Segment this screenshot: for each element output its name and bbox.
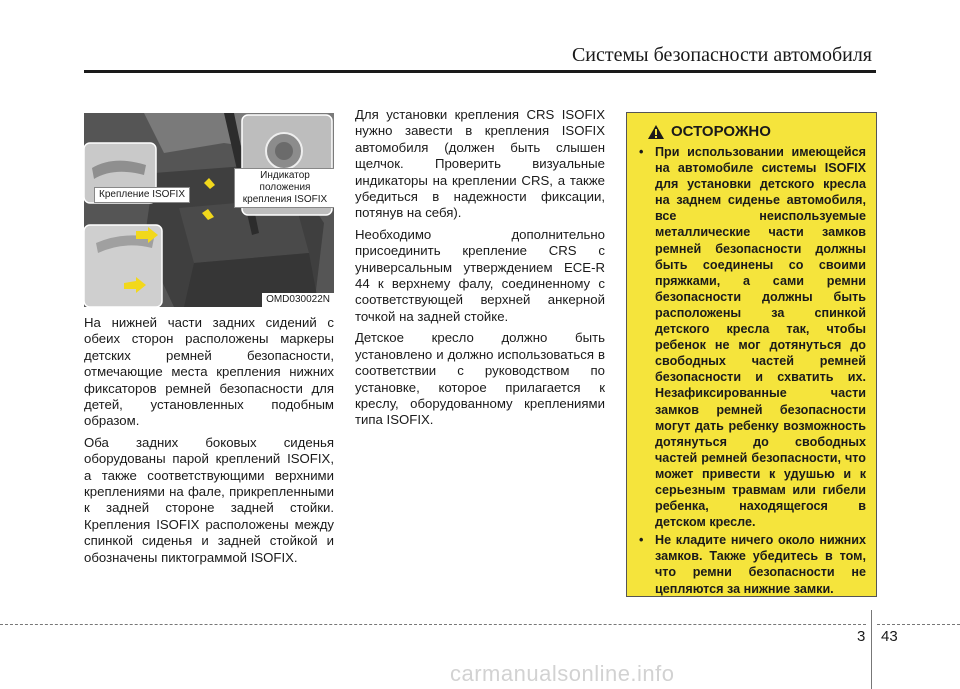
- warning-title: ОСТОРОЖНО: [671, 123, 771, 140]
- warning-box: [626, 112, 877, 597]
- rear-seat-photo: [84, 113, 334, 307]
- footer-divider: [0, 624, 866, 625]
- footer-divider: [877, 624, 960, 625]
- paragraph: Детское кресло должно быть установлено и должно использоваться в соответствии с руководством по установке, которое прилагается к креслу, оборудованному креплениями типа ISOFIX.: [355, 330, 605, 428]
- bullet-icon: •: [639, 533, 644, 548]
- warning-item: [637, 144, 866, 530]
- paragraph: Для установки крепления CRS ISOFIX нужно завести в крепления ISOFIX автомобиля (должен быть слышен щелчок. Проверить визуальные индикаторы на креплении CRS, а также убедиться в надежности фиксации, потянув на себя).: [355, 107, 605, 221]
- body-column-left: [84, 315, 334, 571]
- watermark: carmanualsonline.info: [450, 661, 675, 686]
- warning-triangle-icon: [647, 124, 665, 140]
- paragraph: Необходимо дополнительно присоединить крепление CRS с универсальным утверждением ECE-R 44 к верхнему фалу, соединенному с соответствующей верхней анкерной точкой на задней стойке.: [355, 226, 605, 324]
- page-number: 43: [881, 628, 898, 645]
- section-title: Системы безопасности автомобиля: [571, 44, 872, 66]
- warning-list: [637, 144, 866, 597]
- warning-heading: [647, 123, 866, 140]
- paragraph: Оба задних боковых сиденья оборудованы парой креплений ISOFIX, а также соответствующими верхними креплениями на фале, прикрепленными к задней стороне задней стойки. Крепления ISOFIX расположены между спинкой сиденья и задней стойкой и обозначены пиктограммой ISOFIX.: [84, 434, 334, 565]
- bullet-icon: •: [639, 145, 644, 159]
- header-divider: [84, 70, 876, 73]
- body-column-middle: [355, 107, 605, 434]
- warning-item-text: Не кладите ничего около нижних замков. Также убедитесь в том, что ремни безопасности не цепляются за нижние замки.: [655, 533, 866, 596]
- isofix-anchor-label: Крепление ISOFIX: [94, 187, 190, 203]
- warning-item-text: При использовании имеющейся на автомобиле системы ISOFIX для установки детского кресла на заднем сиденье автомобиля, все неиспользуемые металлические части замков ремней безопасности должны быть соединены со своими пряжками, а сами ремни безопасности должны быть расположены за спинкой детского кресла так, чтобы ребенок не мог дотянуться до свободных частей ремней безопасности и схватить их. Незафиксированные части замков ремней безопасности могут дать ребенку возможность дотянуться до свободных частей ремней безопасности, что может привести к удушью и к серьезным травмам или гибели ребенка, находящегося в детском кресле.: [655, 145, 866, 530]
- figure-code: OMD030022N: [262, 293, 334, 307]
- paragraph: На нижней части задних сидений с обеих сторон расположены маркеры детских ремней безопасности, отмечающие места крепления нижних фиксаторов ремней безопасности для детей, установленных подобным образом.: [84, 315, 334, 429]
- footer-page-separator: [871, 610, 872, 689]
- warning-item: [637, 532, 866, 596]
- chapter-number: 3: [857, 628, 866, 645]
- isofix-indicator-label: Индикатор положения крепления ISOFIX: [234, 168, 334, 208]
- isofix-figure: [84, 113, 334, 307]
